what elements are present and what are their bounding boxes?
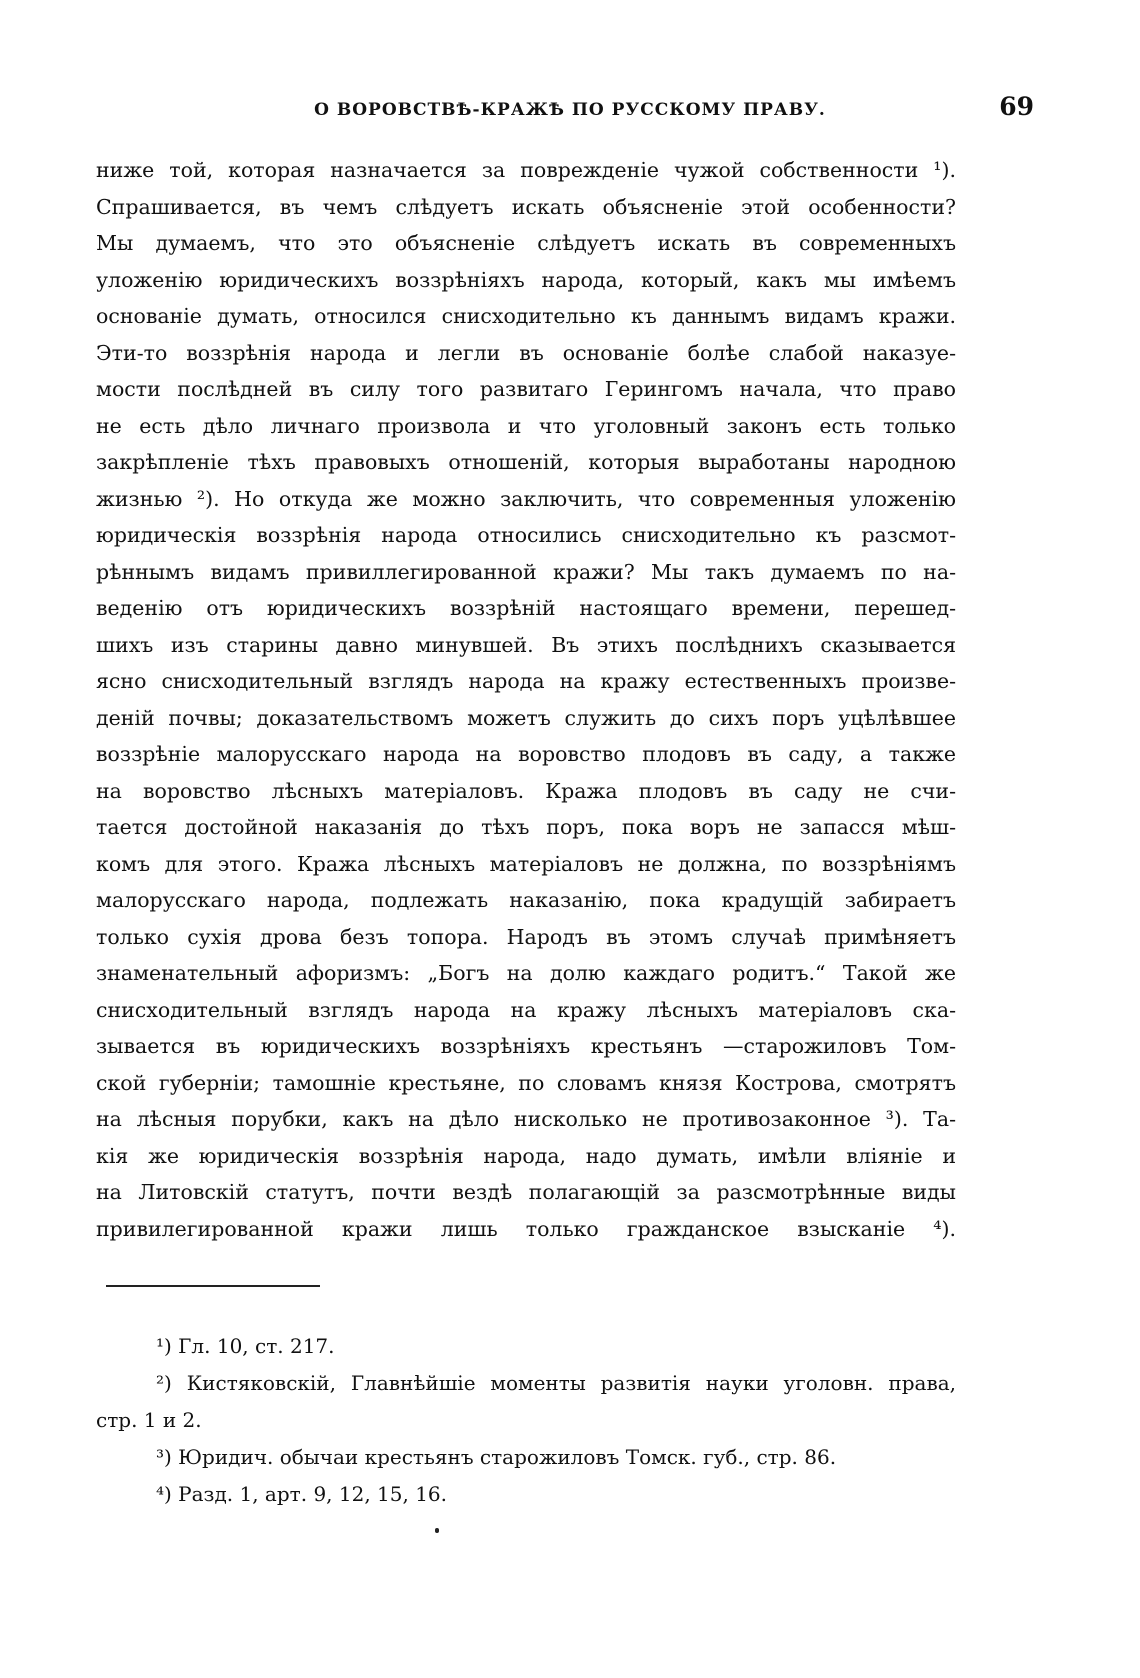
- text-line: уложенію юридическихъ воззрѣніяхъ народа, который, какъ мы имѣемъ: [96, 267, 956, 292]
- running-head: О ВОРОВСТВѢ-КРАЖѢ ПО РУССКОМУ ПРАВУ.: [314, 100, 826, 120]
- text-line: воззрѣніе малорусскаго народа на воровство плодовъ въ саду, а также: [96, 742, 956, 766]
- text-line: только сухія дрова безъ топора. Народъ въ этомъ случаѣ примѣняетъ: [96, 924, 956, 949]
- text-line: на воровство лѣсныхъ матеріаловъ. Кража плодовъ въ саду не счи-: [96, 778, 956, 803]
- text-line: ясно снисходительный взглядъ народа на кражу естественныхъ произве-: [96, 669, 956, 693]
- text-line: Мы думаемъ, что это объясненіе слѣдуетъ искать въ современныхъ: [96, 231, 956, 255]
- footnotes: [96, 1328, 956, 1513]
- text-line: зывается въ юридическихъ воззрѣніяхъ крестьянъ —старожиловъ Том-: [96, 1034, 956, 1058]
- text-line: Эти-то воззрѣнія народа и легли въ основаніе болѣе слабой наказуе-: [96, 340, 956, 365]
- text-line: Спрашивается, въ чемъ слѣдуетъ искать объясненіе этой особенности?: [96, 194, 956, 219]
- text-line: на Литовскій статутъ, почти вездѣ полагающій за разсмотрѣнные виды: [96, 1180, 956, 1204]
- text-line: привилегированной кражи лишь только гражданское взысканіе ⁴).: [96, 1216, 956, 1241]
- text-line: юридическія воззрѣнія народа относились снисходительно къ разсмот-: [96, 523, 956, 547]
- footnote-3: ³) Юридич. обычаи крестьянъ старожиловъ Томск. губ., стр. 86.: [156, 1445, 837, 1469]
- text-line: ниже той, которая назначается за поврежденіе чужой собственности ¹).: [96, 158, 956, 182]
- text-line: на лѣсныя порубки, какъ на дѣло нисколько не противозаконное ³). Та-: [96, 1107, 956, 1131]
- text-line: ской губерніи; тамошніе крестьяне, по словамъ князя Кострова, смотрятъ: [96, 1070, 956, 1095]
- text-line: малорусскаго народа, подлежать наказанію, пока крадущій забираетъ: [96, 888, 956, 912]
- text-line: закрѣпленіе тѣхъ правовыхъ отношеній, которыя выработаны народною: [96, 450, 956, 474]
- text-line: веденію отъ юридическихъ воззрѣній настоящаго времени, перешед-: [96, 596, 956, 620]
- footnote-2-continuation: стр. 1 и 2.: [96, 1408, 202, 1432]
- text-line: снисходительный взглядъ народа на кражу лѣсныхъ матеріаловъ ска-: [96, 997, 956, 1022]
- text-line: комъ для этого. Кража лѣсныхъ матеріаловъ не должна, по воззрѣніямъ: [96, 851, 956, 876]
- footnote-1: ¹) Гл. 10, ст. 217.: [156, 1334, 335, 1358]
- footnote-rule: [106, 1285, 320, 1287]
- body-text: [96, 152, 956, 1247]
- text-line: мости послѣдней въ силу того развитаго Герингомъ начала, что право: [96, 377, 956, 401]
- text-line: тается достойной наказанія до тѣхъ поръ, пока воръ не запасся мѣш-: [96, 815, 956, 839]
- text-line: не есть дѣло личнаго произвола и что уголовный законъ есть только: [96, 413, 956, 438]
- text-line: рѣннымъ видамъ привиллегированной кражи? Мы такъ думаемъ по на-: [96, 559, 956, 584]
- text-line: кія же юридическія воззрѣнія народа, надо думать, имѣли вліяніе и: [96, 1143, 956, 1168]
- text-line: деній почвы; доказательствомъ можетъ служить до сихъ поръ уцѣлѣвшее: [96, 705, 956, 730]
- text-line: шихъ изъ старины давно минувшей. Въ этихъ послѣднихъ сказывается: [96, 632, 956, 657]
- footnote-2: ²) Кистяковскій, Главнѣйшіе моменты развитія науки уголовн. права,: [156, 1371, 956, 1395]
- text-line: знаменательный афоризмъ: „Богъ на долю каждаго родитъ.“ Такой же: [96, 961, 956, 985]
- footnote-4: ⁴) Разд. 1, арт. 9, 12, 15, 16.: [156, 1482, 448, 1506]
- page-header: [96, 92, 1044, 132]
- text-line: основаніе думать, относился снисходительно къ даннымъ видамъ кражи.: [96, 304, 956, 328]
- ink-speck: [435, 1528, 439, 1533]
- page-number: 69: [999, 92, 1034, 121]
- text-line: жизнью ²). Но откуда же можно заключить, что современныя уложенію: [96, 486, 956, 511]
